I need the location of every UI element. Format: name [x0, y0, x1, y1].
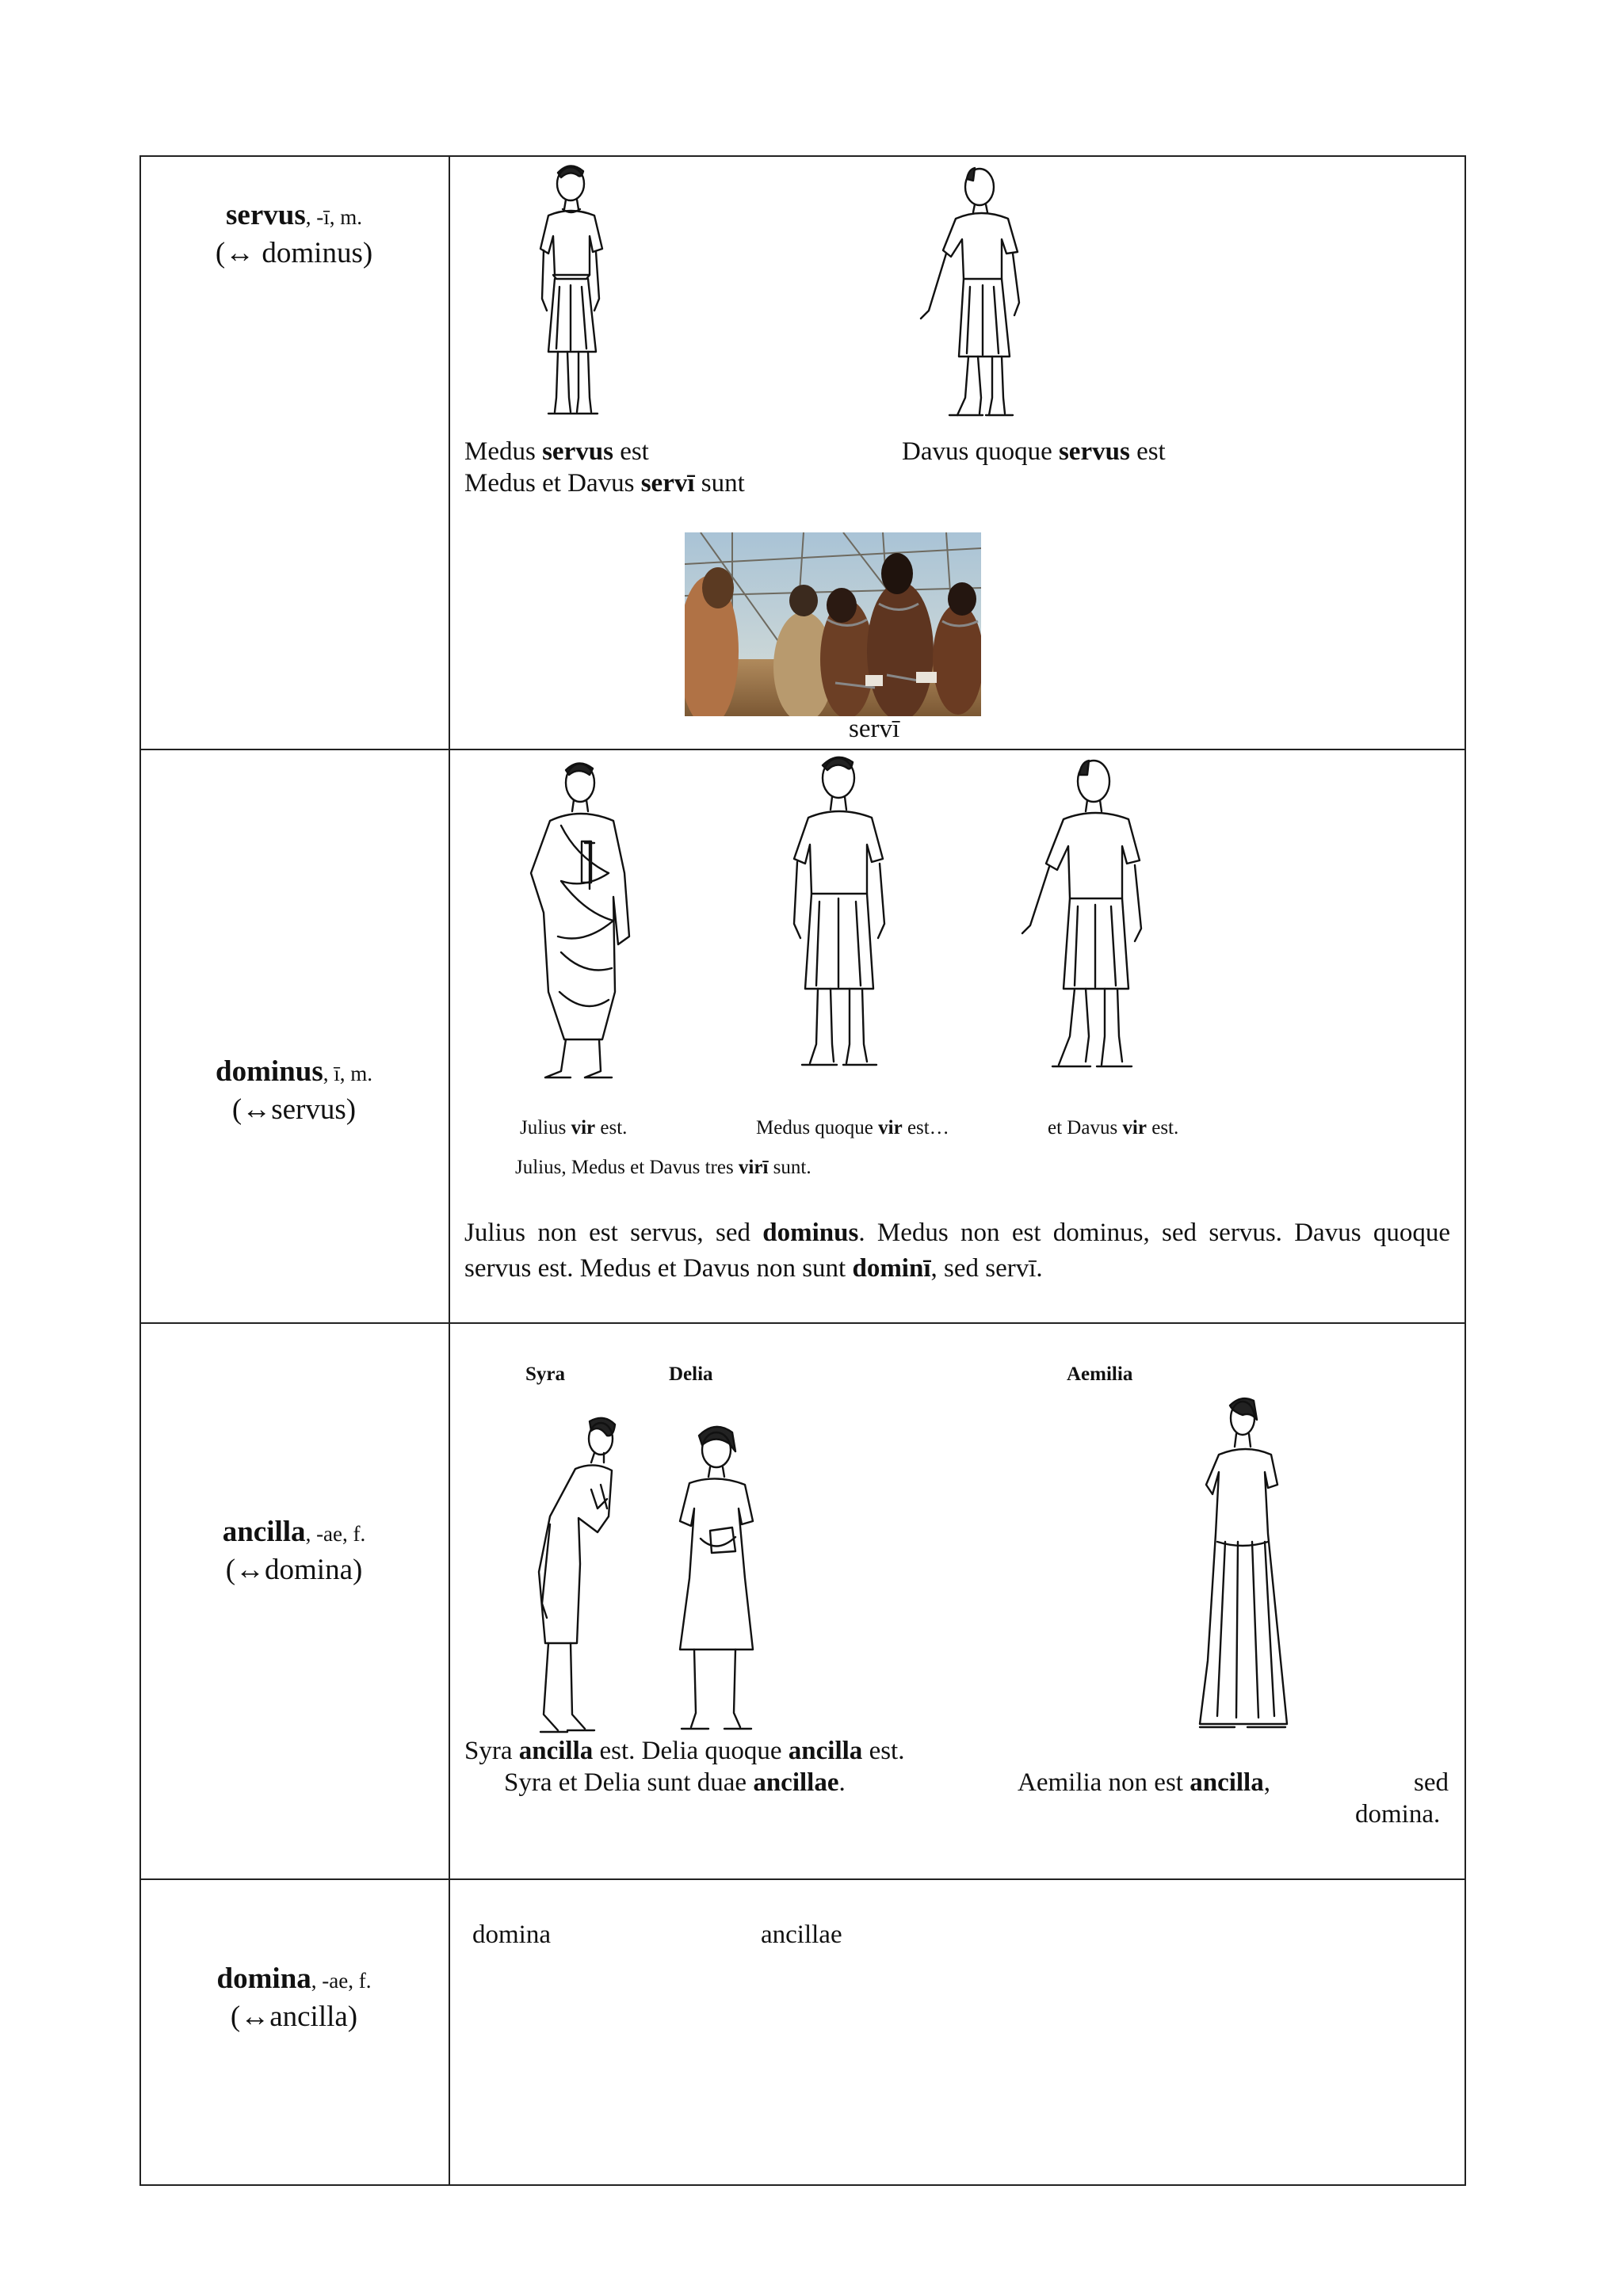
aemilia-illustration [1186, 1391, 1304, 1740]
sentence-ancilla-3: Aemilia non est ancilla, [1018, 1768, 1270, 1797]
grammar-info: , -ae, f. [305, 1522, 366, 1546]
term-domina [139, 1960, 449, 2036]
julius-illustration [514, 754, 648, 1087]
headword: dominus [216, 1055, 323, 1088]
headword: domina [216, 1962, 311, 1995]
syra-illustration [521, 1413, 632, 1738]
name-aemilia: Aemilia [1067, 1363, 1133, 1385]
row-divider-1 [139, 749, 1466, 750]
term-ancilla [139, 1513, 449, 1589]
davus-illustration [918, 160, 1052, 433]
caption-davus-servus: Davus quoque servus est [902, 437, 1166, 466]
column-divider [449, 155, 450, 2186]
dominus-paragraph: Julius non est servus, sed dominus. Medus non est dominus, sed servus. Davus quoque servus est. Medus et Davus non sunt dominī, sed servī. [464, 1219, 1450, 1283]
opposite-term: (↔ dominus) [215, 237, 373, 270]
delia-illustration [663, 1420, 773, 1737]
name-syra: Syra [525, 1363, 565, 1385]
table-border-bottom [139, 2184, 1466, 2186]
davus-illustration-2 [1018, 751, 1168, 1084]
photo-caption-servi: servī [849, 715, 900, 743]
grammar-info: , ī, m. [323, 1062, 372, 1085]
slaves-photo [685, 532, 981, 716]
caption-davus-vir: et Davus vir est. [1048, 1117, 1179, 1138]
row-divider-2 [139, 1322, 1466, 1324]
term-dominus [139, 1053, 449, 1129]
headword: servus [226, 199, 306, 231]
table-border-left [139, 155, 141, 2186]
caption-julius-vir: Julius vir est. [520, 1117, 628, 1138]
grammar-info: , -ae, f. [311, 1969, 372, 1993]
opposite-term: (↔ancilla) [230, 2000, 358, 2034]
opposite-term: (↔servus) [231, 1093, 357, 1127]
caption-medus-servus: Medus servus est [464, 437, 649, 466]
sentence-ancilla-2: Syra et Delia sunt duae ancillae. [504, 1768, 846, 1797]
table-border-top [139, 155, 1466, 157]
label-domina: domina [472, 1920, 551, 1949]
headword: ancilla [222, 1516, 306, 1548]
vocabulary-table [139, 155, 1466, 2186]
medus-illustration [510, 160, 629, 433]
caption-medus-vir: Medus quoque vir est… [756, 1117, 949, 1138]
caption-viri-plural: Julius, Medus et Davus tres virī sunt. [515, 1157, 812, 1178]
name-delia: Delia [669, 1363, 713, 1385]
table-border-right [1465, 155, 1466, 2186]
medus-illustration-2 [773, 751, 908, 1084]
sentence-ancilla-1: Syra ancilla est. Delia quoque ancilla est. [464, 1737, 905, 1765]
sentence-ancilla-sed: sed [1414, 1768, 1449, 1797]
caption-servi-plural: Medus et Davus servī sunt [464, 469, 745, 498]
term-servus [139, 196, 449, 273]
row-divider-3 [139, 1878, 1466, 1880]
label-ancillae: ancillae [761, 1920, 842, 1949]
opposite-term: (↔domina) [225, 1554, 363, 1587]
grammar-info: , -ī, m. [305, 205, 362, 229]
sentence-ancilla-domina: domina. [1355, 1800, 1441, 1829]
